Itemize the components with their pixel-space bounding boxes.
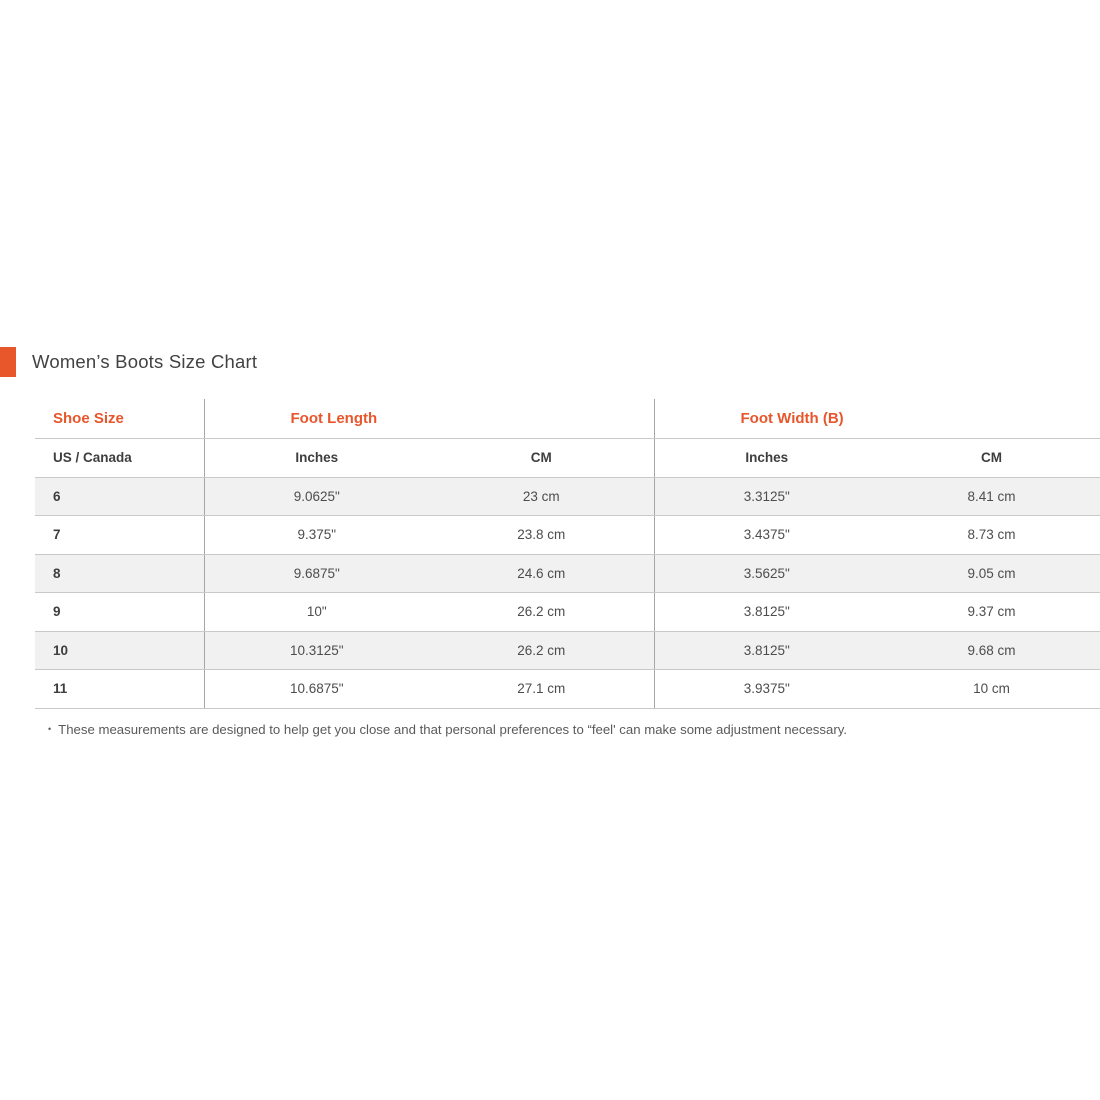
cell-length-cm: 24.6 cm xyxy=(429,554,654,593)
cell-length-inches: 9.6875" xyxy=(204,554,429,593)
cell-length-cm: 23 cm xyxy=(429,477,654,516)
cell-shoe-size: 8 xyxy=(35,554,204,593)
table-row xyxy=(35,554,1100,593)
cell-shoe-size: 6 xyxy=(35,477,204,516)
cell-width-cm: 8.73 cm xyxy=(879,516,1100,555)
sub-header-width-cm: CM xyxy=(879,438,1100,477)
cell-shoe-size: 7 xyxy=(35,516,204,555)
footnote xyxy=(48,719,847,740)
cell-shoe-size: 9 xyxy=(35,593,204,632)
cell-length-cm: 27.1 cm xyxy=(429,670,654,709)
table-row xyxy=(35,516,1100,555)
sub-header-row xyxy=(35,438,1100,477)
col-header-shoe-size: Shoe Size xyxy=(35,399,204,438)
cell-length-inches: 10" xyxy=(204,593,429,632)
cell-shoe-size: 10 xyxy=(35,631,204,670)
group-header-row xyxy=(35,399,1100,438)
col-header-foot-width: Foot Width (B) xyxy=(654,399,1100,438)
page-title: Women’s Boots Size Chart xyxy=(32,351,258,372)
title-accent-bar xyxy=(0,347,16,377)
cell-width-cm: 8.41 cm xyxy=(879,477,1100,516)
cell-width-inches: 3.8125" xyxy=(654,593,879,632)
footnote-text: These measurements are designed to help get you close and that personal preferences to “feel' can make some adjustment necessary. xyxy=(58,722,847,737)
table-row xyxy=(35,670,1100,709)
sub-header-length-cm: CM xyxy=(429,438,654,477)
table-row xyxy=(35,593,1100,632)
cell-length-cm: 23.8 cm xyxy=(429,516,654,555)
cell-width-cm: 9.37 cm xyxy=(879,593,1100,632)
cell-shoe-size: 11 xyxy=(35,670,204,709)
footnote-bullet: • xyxy=(48,724,52,734)
table-row xyxy=(35,631,1100,670)
cell-width-inches: 3.3125" xyxy=(654,477,879,516)
cell-width-inches: 3.4375" xyxy=(654,516,879,555)
cell-length-cm: 26.2 cm xyxy=(429,593,654,632)
size-chart-table xyxy=(35,399,1100,709)
cell-width-cm: 9.05 cm xyxy=(879,554,1100,593)
sub-header-size-system: US / Canada xyxy=(35,438,204,477)
sub-header-width-inches: Inches xyxy=(654,438,879,477)
cell-length-inches: 9.0625" xyxy=(204,477,429,516)
cell-width-inches: 3.8125" xyxy=(654,631,879,670)
cell-width-inches: 3.9375" xyxy=(654,670,879,709)
cell-width-cm: 9.68 cm xyxy=(879,631,1100,670)
col-header-foot-length: Foot Length xyxy=(204,399,654,438)
cell-length-inches: 10.3125" xyxy=(204,631,429,670)
cell-length-cm: 26.2 cm xyxy=(429,631,654,670)
cell-length-inches: 10.6875" xyxy=(204,670,429,709)
table-row xyxy=(35,477,1100,516)
sub-header-length-inches: Inches xyxy=(204,438,429,477)
cell-length-inches: 9.375" xyxy=(204,516,429,555)
cell-width-inches: 3.5625" xyxy=(654,554,879,593)
cell-width-cm: 10 cm xyxy=(879,670,1100,709)
